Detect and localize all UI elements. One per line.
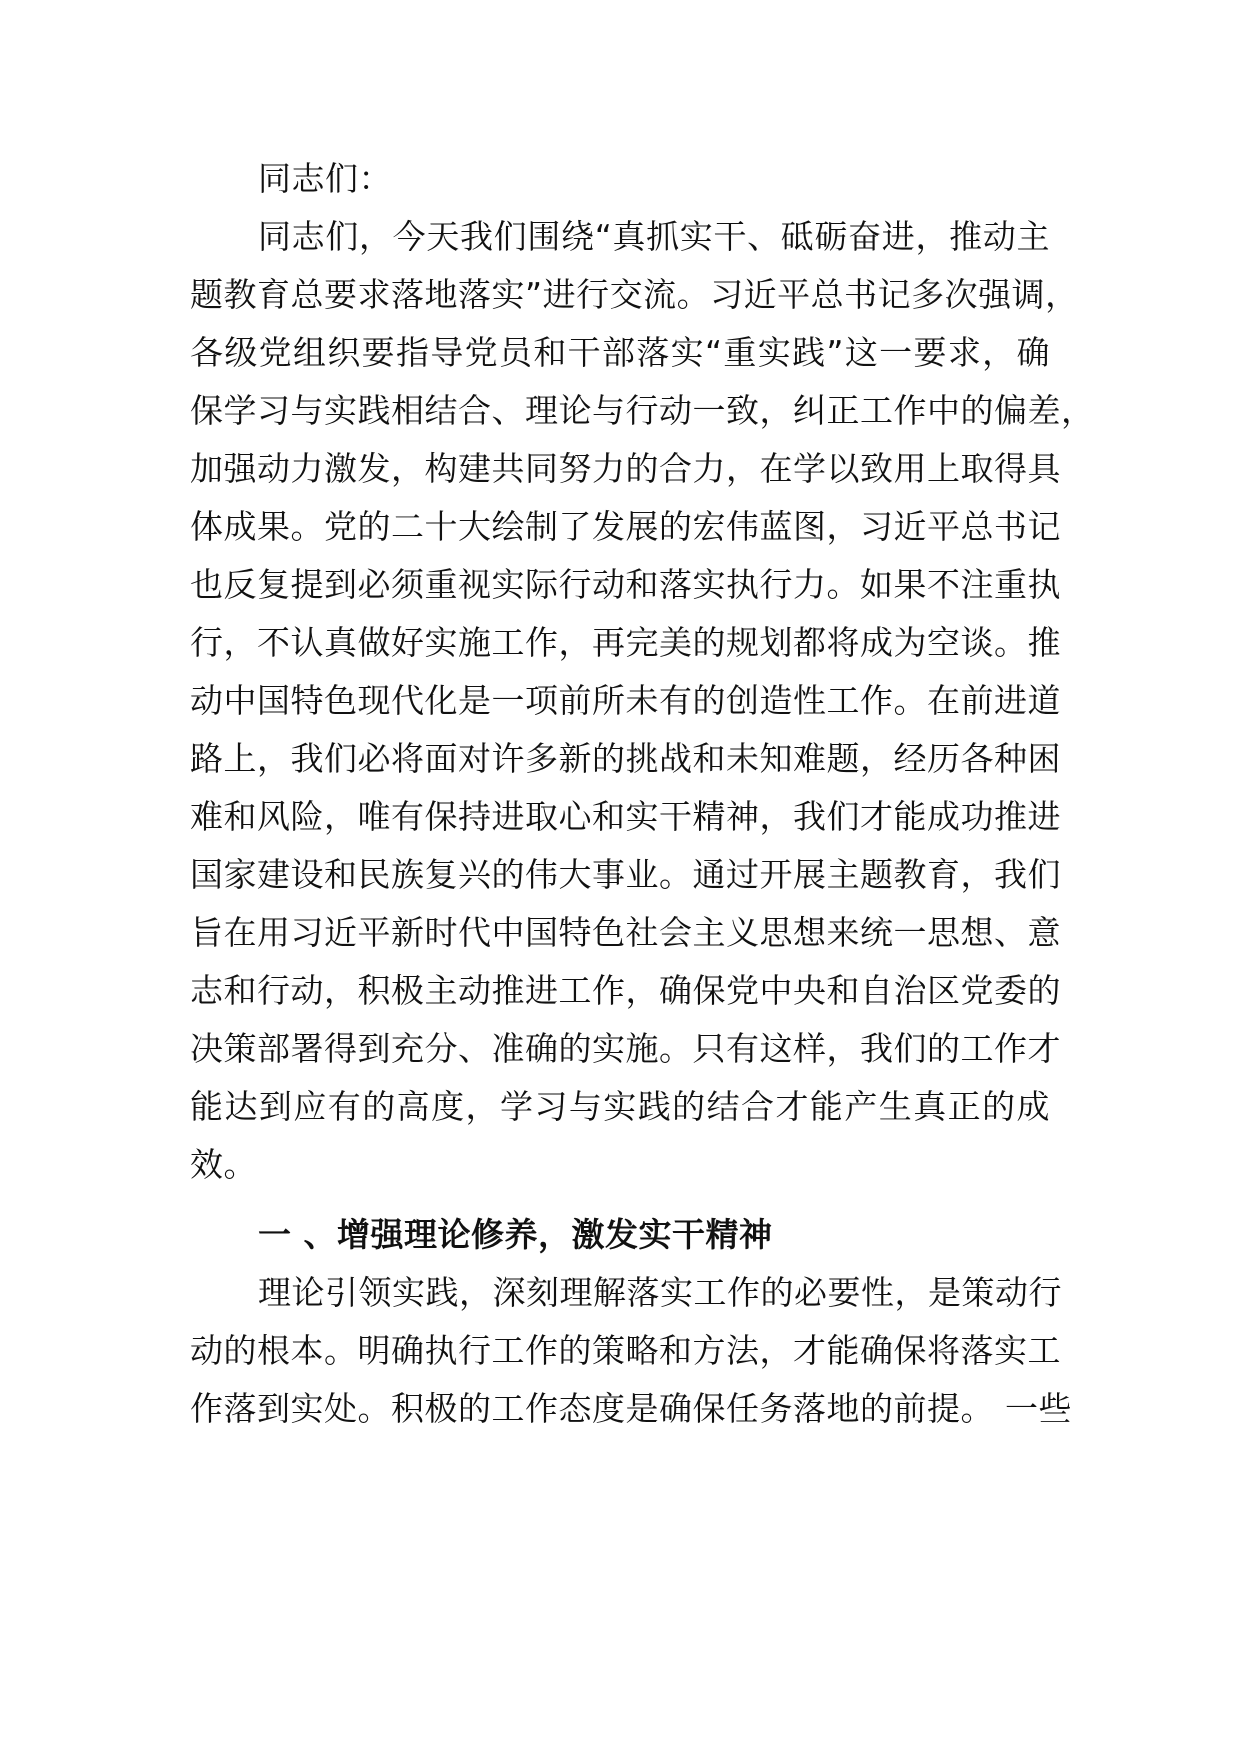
paragraph-line: 同志们，今天我们围绕“真抓实干、砥砺奋进，推动主 [258, 217, 1050, 256]
paragraph-line: 动的根本。明确执行工作的策略和方法，才能确保将落实工 [190, 1331, 1061, 1370]
paragraph-line: 体成果。党的二十大绘制了发展的宏伟蓝图，习近平总书记 [190, 507, 1061, 546]
paragraph-line: 加强动力激发，构建共同努力的合力，在学以致用上取得具 [190, 449, 1061, 488]
document-body [190, 150, 1095, 1438]
paragraph-line: 国家建设和民族复兴的伟大事业。通过开展主题教育，我们 [190, 855, 1061, 894]
section-heading: 一 、增强理论修养，激发实干精神 [258, 1215, 773, 1254]
paragraph-line: 志和行动，积极主动推进工作，确保党中央和自治区党委的 [190, 971, 1061, 1010]
paragraph-line: 旨在用习近平新时代中国特色社会主义思想来统一思想、意 [190, 913, 1061, 952]
paragraph-line: 难和风险，唯有保持进取心和实干精神，我们才能成功推进 [190, 797, 1061, 836]
paragraph-line: 路上，我们必将面对许多新的挑战和未知难题，经历各种困 [190, 739, 1061, 778]
paragraph-line: 效。 [190, 1145, 257, 1184]
paragraph-line: 题教育总要求落地落实”进行交流。习近平总书记多次强调， [190, 275, 1079, 314]
paragraph-section-1 [190, 1264, 1072, 1438]
paragraph-line: 也反复提到必须重视实际行动和落实执行力。如果不注重执 [190, 565, 1061, 604]
greeting-text: 同志们： [258, 159, 392, 198]
paragraph-line: 作落到实处。积极的工作态度是确保任务落地的前提。 一些 [190, 1389, 1072, 1428]
paragraph-line: 能达到应有的高度，学习与实践的结合才能产生真正的成 [190, 1087, 1050, 1126]
paragraph-line: 各级党组织要指导党员和干部落实“重实践”这一要求，确 [190, 333, 1050, 372]
paragraph-line: 理论引领实践，深刻理解落实工作的必要性，是策动行 [258, 1273, 1062, 1312]
paragraph-line: 保学习与实践相结合、理论与行动一致，纠正工作中的偏差， [190, 391, 1095, 430]
paragraph-line: 行，不认真做好实施工作，再完美的规划都将成为空谈。推 [190, 623, 1061, 662]
paragraph-intro [190, 208, 1095, 1194]
paragraph-line: 决策部署得到充分、准确的实施。只有这样，我们的工作才 [190, 1029, 1061, 1068]
paragraph-line: 动中国特色现代化是一项前所未有的创造性工作。在前进道 [190, 681, 1061, 720]
